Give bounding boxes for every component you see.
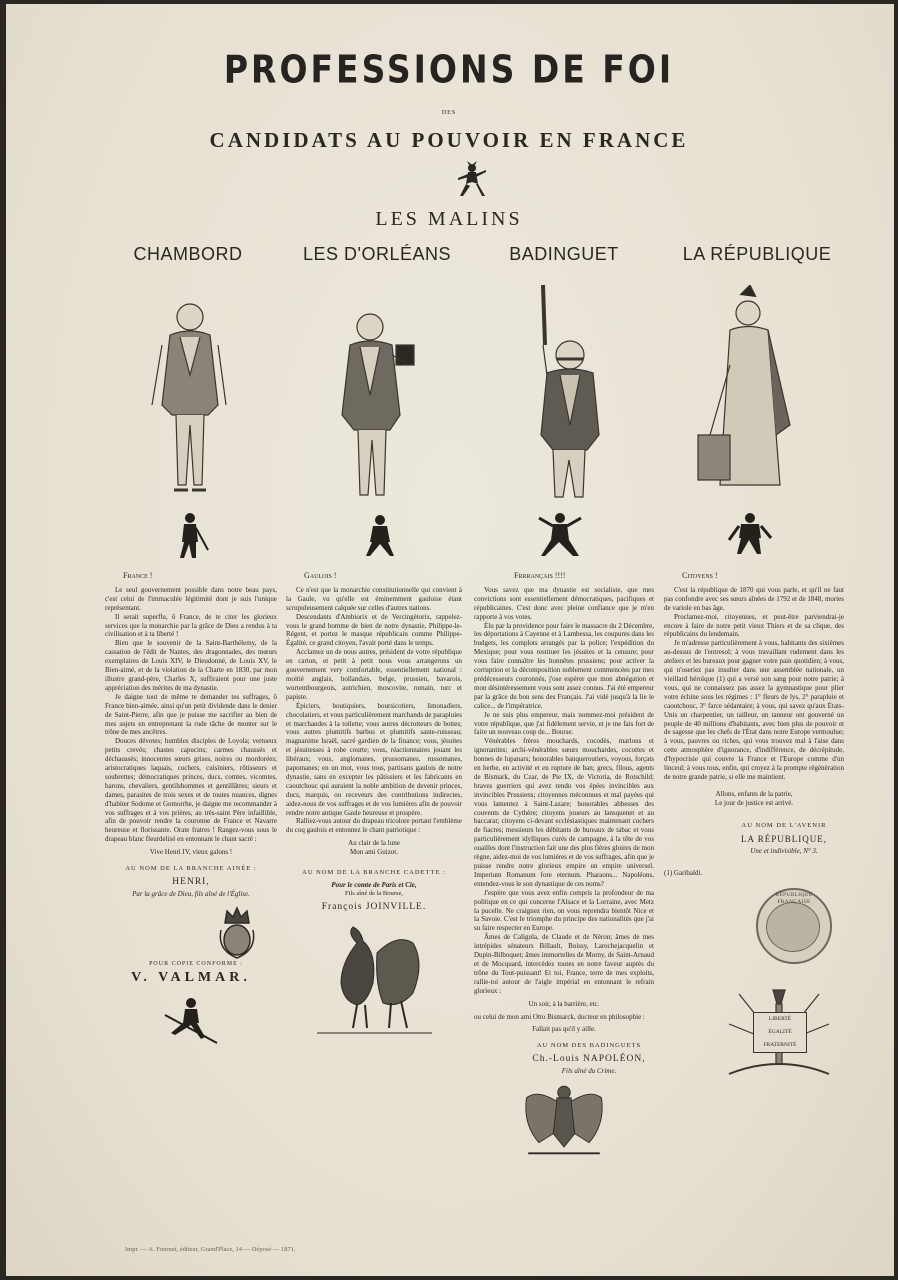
- poster-subtitle: CANDIDATS AU POUVOIR EN FRANCE: [209, 128, 689, 152]
- song-line: Un soir, à la barrière, etc.: [528, 999, 600, 1008]
- emblem-word: LIBERTÉ: [768, 1016, 792, 1023]
- paragraph: ou celui de mon ami Otto Bismarck, docteur en philosophie :: [474, 1012, 645, 1021]
- signature-intro: AU NOM DE LA BRANCHE CADETTE :: [302, 869, 446, 877]
- candidate-name: BADINGUET: [509, 244, 619, 264]
- signature-name: Ch.-Louis NAPOLÉON,: [532, 1054, 646, 1065]
- paragraph: Je m'adresse particulièrement à vous, habitants des sixièmes au-dessus de l'entresol; à vous travaillant rudement dans les ateliers et les bureaux pour gagner votre pain quotidien; à vous, qui n'oseriez pas insulter dans une assemblée nationale, un vieillard héroïque (1) qui a versé son sang pour notre patrie; à vous, qui ne connaissez pas assez la gymnastique pour plier votre échine sous les régimes : 1° fleurs de lys, 2° parapluie et caoutchouc, 3° farce sédantaire; à vous, qui savez qu'aux États-Unis un charpentier, un tailleur, un tanneur ont gouverné un peuple de 40 millions d'habitants, avec bien plus de pouvoir et de sagesse que les chefs de l'État dans notre Europe vermoulue; à vous, pauvres ou riches, qui vous trouvez mal à l'aise dans cette atmosphère d'ignorance, d'indifférence, de décrépitude, d'hypocrisie qui couvre la France et l'Europe comme d'un linceul; à vous tous, enfin, qui croyez à la prompte régénération de notre grande patrie, si elle me maintient.: [664, 639, 844, 781]
- signature-title: Fils aîné de la Bourse,: [345, 889, 403, 897]
- paragraph: Descendants d'Ambiorix et de Vercingétorix, rappelez-vous le grand homme de bien de notre dynastie, Philippe-le-Régent, et portez le masque républicain comme Philippe-Égalité, ce grand citoyen, l'avait porté dans le temps.: [286, 612, 462, 648]
- paragraph: Le seul gouvernement possible dans notre beau pays, c'est celui de l'immaculée légitimité dont je suis l'unique représentant.: [105, 585, 277, 612]
- paragraph: Acclamez un de nous autres, président de votre république en carton, et petit à petit nous vous arrangerons un gouvernement very comfortable, essentiellement national : moitié anglais, hollandais, belge, prussien, bavarois, wurtembourgeois, autrichien, moscovite, romain, turc et papiste.: [286, 648, 462, 701]
- signature-title: Par la grâce de Dieu, fils aîné de l'Église.: [132, 890, 250, 898]
- gallic-rooster-illustration: [317, 923, 432, 1038]
- candidate-name: LA RÉPUBLIQUE: [682, 244, 832, 264]
- column-orleans: [286, 572, 462, 1038]
- song-line: Au clair de la lune: [348, 839, 400, 848]
- orleans-portrait: [330, 305, 440, 505]
- copy-signature: V. VALMAR.: [131, 969, 251, 985]
- devil-silhouette-icon: [725, 510, 775, 555]
- song-line: Allons, enfants de la patrie,: [715, 789, 793, 798]
- paragraph: Proclamez-moi, citoyennes, et peut-être parviendrai-je encore à faire de notre petit vieux Thiers et de sa clique, des républicains du lendemain.: [664, 612, 844, 639]
- paragraph: Il serait superflu, ô France, de te citer les glorieux services que la monarchie par la grâce de Dieu a rendus à ta civilisation et à ta liberté !: [105, 612, 277, 639]
- emblem-word: ÉGALITÉ: [768, 1029, 792, 1036]
- seal-center: [766, 902, 820, 952]
- signature-title: Fils aîné du Crime.: [561, 1067, 617, 1076]
- title-connector: DES: [441, 110, 457, 116]
- paragraph: Vous savez que ma dynastie est socialiste, que mes convictions sont essentiellement démocratiques, pacifiques et républicaines. C'est donc avec pleine confiance que je m'en rapporte à vos votes.: [474, 585, 654, 621]
- royal-crest-icon: [215, 905, 260, 960]
- column-chambord: [105, 572, 277, 1053]
- paragraph: Épiciers, boutiquiers, boursicotiers, limonadiers, chocolatiers, et vous particulièrement marchands de parapluies et marchandes à la toilette; vous autres décrotteurs de bottes; vous autres plumitifs barbus et plumitifs saute-ruisseau; magnanime Israël, sacré gardien de la finance; vous, jésuites et jésuitesses à robe courte; vous, réactionnaires jouant les libéraux; vous, anglomanes, prussomanes, russomanes, papomanes; en un mot, vous tous, partisans gaulois de notre dynastie, sans en excepter les pâtissiers et les fabricants en caoutchouc qui auraient la noble ambition de devenir princes, ducs, marquis, ou receveurs des contributions indirectes, aidez-nous de vos suffrages et de vos lumières afin de pouvoir rendre notre antique Gaule heureuse et prospère.: [286, 701, 462, 817]
- song-line: Le jour de justice est arrivé.: [714, 798, 794, 807]
- devil-silhouette-icon: [170, 510, 210, 560]
- song-line: Mon ami Guizot.: [349, 848, 399, 857]
- paragraph: Élu par la providence pour faire le massacre du 2 Décembre, les déportations à Cayenne et à Lambessa, les coupures dans les budgets, les complots arrangés par la police; l'expédition du Mexique; pour vous restituer les jésuites et la censure; pour vous faire connaître les honnêtes prussiens; pour activer la corruption et la décomposition noblement commencées par mes prédécesseurs couronnés, j'ose espérer que mon abnégation et mon désintéressement vous sont assez connus. J'ai été empereur par la grâce du bon sens des Français. J'ai vidé jusqu'à la lie le calice... de l'impératrice.: [474, 621, 654, 710]
- salutation: Frrrançais !!!!: [514, 571, 566, 580]
- imperial-eagle-illustration: [519, 1080, 609, 1156]
- paragraph: Âmes de Caligula, de Claude et de Néron; âmes de mes intrépides sénateurs Billault, Boissy, Larochejacquelin et Dupin-Bilboquet; âmes immortelles de Morny, de Saint-Arnaud et de Mocquard, intercédez toutes en notre faveur auprès du trône du Tout-puissant! Et toi, France, terre de mes exploits, rallie-toi autour de l'aigle impérial en entonnant le refrain glorieux :: [474, 933, 654, 995]
- signature-name: Pour le comte de Paris et Cie,: [331, 881, 417, 889]
- paragraph: Douces dévotes; humbles disciples de Loyola; vertueux petits crevés; chastes capucins; carmes chaussés et déchaussés; innocentes sœurs grises, noires ou mordorées; aristocratiques laquais, cochers, cuisiniers, rôtisseurs et soubrettes; démocratiques princes, ducs, comtes, vicomtes, barons, chevaliers, gentilshommes et gentillâtres; sieurs et dames, parasites de trois sexes et de toutes nuances, dignes d'habiter Sodome et Gomorrhe, je daigne me recommander à vos suffrages et à vos prières, au très-saint Père infaillible, afin de pouvoir rendre la couronne de France et Navarre heureuse et florissante. Orate fratres ! Rangez-vous sous le drapeau blanc fleurdelisé en entonnant le chant sacré :: [105, 737, 277, 844]
- paragraph: Ralliez-vous autour du drapeau tricolore portant l'emblème du coq gaulois et entonnez le chant patriotique :: [286, 817, 462, 835]
- seal-text: RÉPUBLIQUE FRANÇAISE: [775, 892, 813, 906]
- signature-title: Une et indivisible, N° 3.: [750, 846, 818, 855]
- republic-seal: [756, 888, 832, 964]
- candidate-name: CHAMBORD: [133, 244, 243, 264]
- paragraph: J'espère que vous avez enfin compris la profondeur de ma politique en ce qui concerne l'Alsace et la Lorraine, avec Metz la pucelle. Ne craignez rien, on vous reprendra bientôt Nice et la Savoie. C'est le triomphe du principe des nationalités que j'ai su faire respecter en Europe.: [474, 888, 654, 933]
- song-line: Vive Henri IV, vieux galons !: [149, 848, 233, 857]
- song-line: Fallait pas qu'il y aille.: [532, 1025, 596, 1034]
- signature-intro: AU NOM DE LA BRANCHE AINÉE :: [125, 865, 257, 873]
- paragraph: Vénérables frères mouchards, cocodès, marlous et ignorantins; archi-vénérables sœurs mouchardes, cocottes et bonnes de lupanars; honorables banqueroutiers, voyous, forçats en herbe, en activité et en rupture de ban; grecs, filous, agents de Bismark, du Czar, de Pie IX, de Victoria, de Rotschild; braves guerriers qui avez rendu vos épées invincibles aux invincibles Prussiens; citoyennes méconnues et mal payées qui vous lamentez à Saint-Lazare; honorables abbesses des couvents de Cythère; citoyens joueurs au lansquenet et au baccarat; citoyens ci-devant ecclésiastiques maintenant cochers de fiacres; messieurs les débitants de bureaux de tabac et vous particulièrement idylliques curés de campagne, à la tête de vos ouailles dont l'instruction fait une des plus fières gloires de mon règne, aidez-moi de vos lumières et de vos suffrages, afin que je puisse rendre notre glorieux empire un empire universel. Imperium Romanum fore eternum. Pharaons... Napoléons, entendez-vous le son dynastique de ces noms?: [474, 737, 654, 888]
- chambord-portrait: [140, 295, 240, 505]
- badinguet-portrait: [515, 285, 625, 505]
- footnote: (1) Garibaldi.: [664, 869, 703, 878]
- signature-intro: AU NOM DES BADINGUETS: [536, 1042, 642, 1050]
- emblem-banner: [753, 1012, 807, 1053]
- salutation: Gaulois !: [304, 571, 337, 580]
- devil-silhouette-icon: [535, 510, 585, 560]
- poster-title: PROFESSIONS DE FOI: [223, 47, 675, 92]
- republique-portrait: [690, 285, 810, 500]
- paragraph: Je ne suis plus empereur, mais nommez-moi président de votre république, que j'ai fidèlement servie, et je me fais fort de faire un nouveau coup de... Bourse.: [474, 710, 654, 737]
- paragraph: Ce n'est que la monarchie constitutionnelle qui convient à la Gaule, vu qu'elle est éminemment gauloise étant scrupuleusement calquée sur celles d'autres nations.: [286, 585, 462, 612]
- signature-extra: François JOINVILLE.: [321, 901, 427, 912]
- printer-imprint: Impr. — A. Fournet, éditeur, Grand'Place, 14 — Déposé — 1871.: [125, 1246, 296, 1253]
- copy-label: POUR COPIE CONFORME :: [149, 960, 243, 967]
- section-title: LES MALINS: [375, 208, 523, 230]
- devil-silhouette-icon: [360, 512, 400, 557]
- signature-name: LA RÉPUBLIQUE,: [741, 833, 827, 844]
- paragraph: C'est la république de 1870 qui vous parle, et qu'il ne faut pas confondre avec ses sœurs aînées de 1792 et de 1848, mortes de variole en bas âge.: [664, 585, 844, 612]
- devil-on-pitchfork-icon: [161, 993, 221, 1053]
- signature-intro: AU NOM DE L'AVENIR: [741, 821, 827, 829]
- signature-name: HENRI,: [172, 877, 210, 887]
- paragraph: Je daigne tout de même te demander tes suffrages, ô France bien-aimée, ainsi qu'un petit dividende dans le denier de Saint-Pierre, afin que je puisse me sacrifier au bien de mes sujets en entreprenant la rude tâche de monter sur le trône de mes ancêtres.: [105, 692, 277, 737]
- column-badinguet: [474, 572, 654, 1156]
- salutation: Citoyens !: [682, 571, 718, 580]
- salutation: France !: [123, 571, 153, 580]
- emblem-word: FRATERNITÉ: [763, 1042, 797, 1049]
- candidate-name: LES D'ORLÉANS: [303, 244, 451, 264]
- column-republique: [664, 572, 844, 1084]
- liberty-emblem: [719, 984, 839, 1084]
- devil-figure-icon: [452, 160, 492, 200]
- paragraph: Bien que le souvenir de la Saint-Barthélemy, de la cassation de l'édit de Nantes, des dragonnades, des mœurs exemplaires de Louis XIV, le Dieudonné, de Louis XV, le Bien-aimé, et de la violation de la Charte en 1830, par mon illustre grand-père, Charles X, suffiraient pour une juste appréciation des mérites de ma dynastie.: [105, 639, 277, 692]
